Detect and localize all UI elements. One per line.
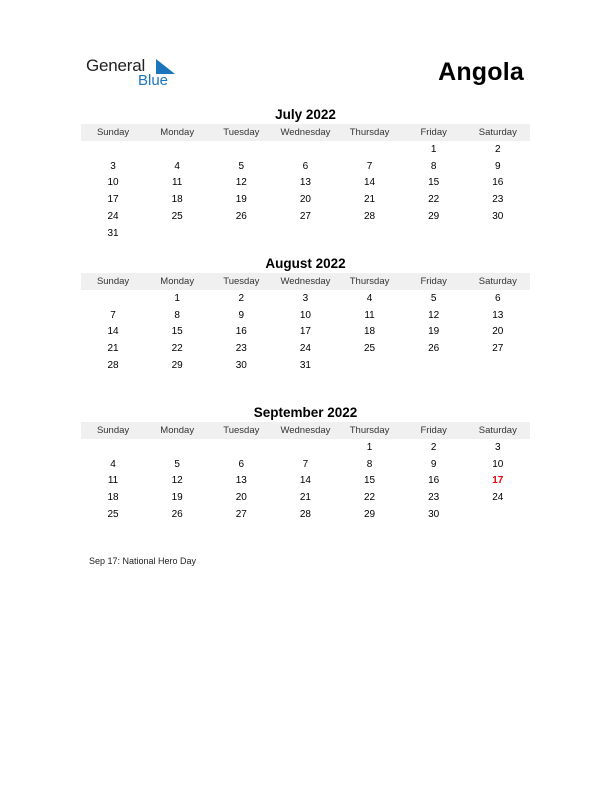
- week-row: [81, 340, 530, 357]
- week-row: [81, 324, 530, 341]
- day-cell: 8: [430, 160, 437, 172]
- weekday-header: [81, 124, 530, 141]
- day-cell: 3: [110, 160, 116, 172]
- day-cell: 26: [171, 509, 183, 521]
- day-cell: 13: [299, 177, 311, 189]
- weekday-label: Saturday: [478, 276, 517, 287]
- day-cell: 5: [238, 160, 245, 172]
- day-cell: 11: [107, 475, 119, 487]
- day-cell: 17: [299, 326, 311, 338]
- day-cell: 13: [235, 475, 247, 487]
- day-cell: 16: [428, 475, 440, 487]
- day-cell: 29: [364, 509, 376, 521]
- day-cell: 6: [302, 160, 309, 172]
- holiday-note: Sep 17: National Hero Day: [89, 556, 197, 566]
- day-cell: 15: [364, 475, 376, 487]
- day-cell: 27: [299, 211, 311, 223]
- day-cell: 6: [495, 292, 501, 304]
- day-cell: 20: [235, 492, 247, 504]
- day-cell: 21: [299, 492, 311, 504]
- weekday-label: Friday: [420, 127, 447, 138]
- weekday-label: Saturday: [478, 425, 517, 436]
- day-cell: 25: [107, 509, 119, 521]
- day-cell: 5: [174, 458, 180, 470]
- day-cell: 10: [299, 309, 311, 321]
- day-cell: 2: [430, 441, 437, 453]
- day-cell: 5: [430, 292, 437, 304]
- day-cell: 4: [174, 160, 180, 172]
- day-cell: 9: [495, 160, 501, 172]
- weekday-label: Thursday: [349, 127, 390, 138]
- weekday-label: Saturday: [478, 127, 517, 138]
- weekday-label: Wednesday: [280, 425, 331, 436]
- day-cell: 20: [492, 326, 504, 338]
- weekday-label: Friday: [420, 276, 447, 287]
- weekday-label: Sunday: [96, 127, 130, 138]
- day-cell: 14: [107, 326, 119, 338]
- day-cell: 19: [171, 492, 183, 504]
- day-cell: 14: [299, 475, 311, 487]
- day-cell: 30: [428, 509, 440, 521]
- week-row: [81, 456, 530, 473]
- week-row: [81, 506, 530, 523]
- day-cell: 27: [492, 343, 504, 355]
- day-cell: 19: [235, 194, 247, 206]
- day-cell: 12: [171, 475, 183, 487]
- day-cell: 21: [107, 343, 119, 355]
- week-row: [81, 175, 530, 192]
- weekday-header: [81, 273, 530, 290]
- day-cell: 23: [235, 343, 247, 355]
- week-row: [81, 290, 530, 307]
- day-cell: 28: [107, 360, 119, 372]
- week-row: [81, 158, 530, 175]
- day-cell: 26: [235, 211, 247, 223]
- day-cell: 20: [299, 194, 311, 206]
- weekday-label: Thursday: [349, 425, 390, 436]
- week-row: [81, 439, 530, 456]
- day-cell: 30: [235, 360, 247, 372]
- month-grid: [81, 290, 530, 374]
- day-cell: 22: [428, 194, 440, 206]
- day-cell: 18: [364, 326, 376, 338]
- week-row: [81, 357, 530, 374]
- day-cell: 23: [428, 492, 440, 504]
- weekday-label: Sunday: [96, 425, 130, 436]
- day-cell: 25: [364, 343, 376, 355]
- day-cell: 24: [299, 343, 311, 355]
- day-cell: 27: [235, 509, 247, 521]
- holiday-day-cell: 17: [492, 475, 504, 487]
- day-cell: 24: [492, 492, 504, 504]
- day-cell: 29: [171, 360, 183, 372]
- weekday-label: Monday: [160, 127, 195, 138]
- day-cell: 11: [171, 177, 183, 189]
- day-cell: 26: [428, 343, 440, 355]
- weekday-label: Monday: [160, 276, 195, 287]
- week-row: [81, 225, 530, 242]
- month-grid: [81, 439, 530, 523]
- day-cell: 18: [107, 492, 119, 504]
- day-cell: 12: [235, 177, 247, 189]
- day-cell: 2: [238, 292, 245, 304]
- day-cell: 21: [364, 194, 376, 206]
- day-cell: 31: [299, 360, 311, 372]
- holiday-notes: [89, 556, 196, 566]
- day-cell: 8: [366, 458, 373, 470]
- day-cell: 15: [171, 326, 183, 338]
- day-cell: 14: [364, 177, 376, 189]
- day-cell: 3: [302, 292, 309, 304]
- week-row: [81, 208, 530, 225]
- month-grid: [81, 141, 530, 242]
- weekday-header: [81, 422, 530, 439]
- day-cell: 9: [238, 309, 245, 321]
- brand-logo: [86, 56, 186, 92]
- weekday-label: Wednesday: [280, 127, 331, 138]
- brand-logo-general: General: [86, 56, 146, 75]
- weekday-label: Tuesday: [223, 276, 260, 287]
- month-title: September 2022: [253, 405, 358, 420]
- month-title: July 2022: [275, 107, 336, 122]
- weekday-label: Wednesday: [280, 276, 331, 287]
- day-cell: 28: [299, 509, 311, 521]
- day-cell: 17: [107, 194, 119, 206]
- week-row: [81, 141, 530, 158]
- day-cell: 16: [235, 326, 247, 338]
- day-cell: 22: [364, 492, 376, 504]
- day-cell: 7: [302, 458, 309, 470]
- day-cell: 7: [110, 309, 116, 321]
- day-cell: 22: [171, 343, 183, 355]
- weekday-label: Tuesday: [223, 425, 260, 436]
- day-cell: 29: [428, 211, 440, 223]
- weekday-label: Tuesday: [223, 127, 260, 138]
- weekday-label: Sunday: [96, 276, 130, 287]
- brand-logo-blue: Blue: [138, 72, 169, 89]
- week-row: [81, 489, 530, 506]
- day-cell: 18: [171, 194, 183, 206]
- day-cell: 10: [107, 177, 119, 189]
- day-cell: 28: [364, 211, 376, 223]
- day-cell: 7: [366, 160, 373, 172]
- day-cell: 12: [428, 309, 440, 321]
- month-july: [81, 106, 530, 242]
- day-cell: 4: [110, 458, 116, 470]
- day-cell: 31: [107, 227, 119, 239]
- month-title: August 2022: [265, 256, 346, 271]
- day-cell: 25: [171, 211, 183, 223]
- week-row: [81, 191, 530, 208]
- day-cell: 1: [174, 292, 180, 304]
- day-cell: 19: [428, 326, 440, 338]
- week-row: [81, 473, 530, 490]
- day-cell: 11: [364, 309, 375, 321]
- day-cell: 30: [492, 211, 504, 223]
- day-cell: 13: [492, 309, 504, 321]
- day-cell: 10: [492, 458, 504, 470]
- country-title: Angola: [438, 58, 524, 86]
- day-cell: 4: [366, 292, 373, 304]
- weekday-label: Thursday: [349, 276, 390, 287]
- day-cell: 2: [495, 143, 501, 155]
- day-cell: 6: [238, 458, 245, 470]
- day-cell: 8: [174, 309, 180, 321]
- month-august: [81, 255, 530, 374]
- day-cell: 1: [430, 143, 437, 155]
- month-september: [81, 404, 530, 523]
- weekday-label: Friday: [420, 425, 447, 436]
- day-cell: 16: [492, 177, 504, 189]
- day-cell: 9: [430, 458, 437, 470]
- day-cell: 24: [107, 211, 119, 223]
- day-cell: 3: [495, 441, 501, 453]
- day-cell: 23: [492, 194, 504, 206]
- day-cell: 15: [428, 177, 440, 189]
- weekday-label: Monday: [160, 425, 195, 436]
- day-cell: 1: [366, 441, 373, 453]
- week-row: [81, 307, 530, 324]
